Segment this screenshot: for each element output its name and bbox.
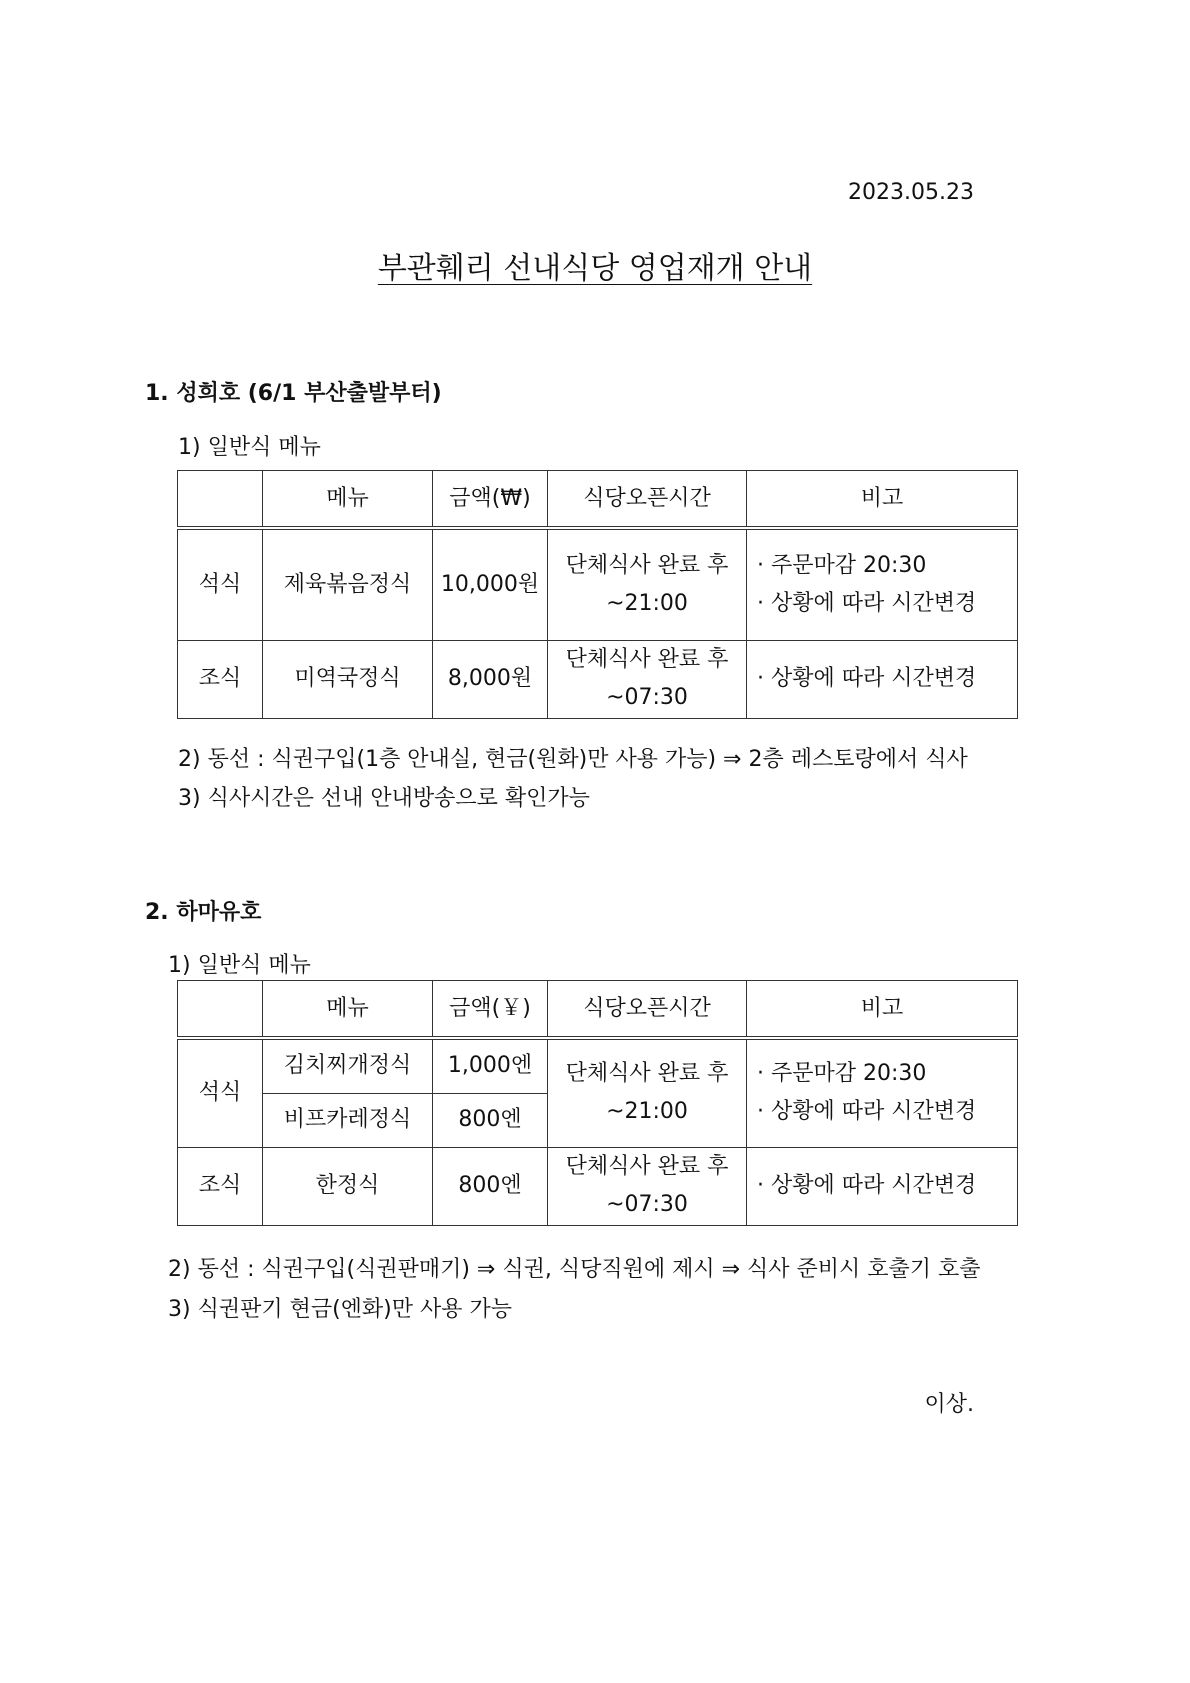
table-header-row: [178, 981, 1018, 1039]
note-cell: · 상황에 따라 시간변경: [747, 1147, 1018, 1225]
document-title: 부관훼리 선내식당 영업재개 안내: [377, 251, 813, 286]
section1-route-line: 2) 동선 : 식권구입(1층 안내실, 현금(원화)만 사용 가능) ⇒ 2층 레스토랑에서 식사: [178, 747, 968, 772]
time-cell: 단체식사 완료 후 ~07:30: [548, 1147, 747, 1225]
price-cell: 1,000엔: [433, 1038, 548, 1093]
menu-cell: 한정식: [263, 1147, 433, 1225]
header-cell: 메뉴: [263, 981, 433, 1039]
time-cell: 단체식사 완료 후 ~07:30: [548, 640, 747, 718]
table-header-row: [178, 471, 1018, 529]
table-row: [178, 1038, 1018, 1093]
section1-time-line: 3) 식사시간은 선내 안내방송으로 확인가능: [178, 786, 590, 811]
header-cell: 메뉴: [263, 471, 433, 529]
note-cell: · 상황에 따라 시간변경: [747, 640, 1018, 718]
header-cell: 금액(₩): [433, 471, 548, 529]
meal-cell: 조식: [178, 640, 263, 718]
section2-payment-line: 3) 식권판기 현금(엔화)만 사용 가능: [168, 1297, 512, 1322]
menu-cell: 비프카레정식: [263, 1093, 433, 1147]
table-row: [178, 1147, 1018, 1225]
note-cell: · 주문마감 20:30 · 상황에 따라 시간변경: [747, 1038, 1018, 1147]
section1-heading: 1. 성희호 (6/1 부산출발부터): [145, 381, 442, 406]
meal-cell: 석식: [178, 528, 263, 640]
section2-menu-heading: 1) 일반식 메뉴: [168, 953, 311, 978]
price-cell: 10,000원: [433, 528, 548, 640]
section2-heading: 2. 하마유호: [145, 900, 262, 925]
header-cell: 식당오픈시간: [548, 471, 747, 529]
table-row: [178, 528, 1018, 640]
time-cell: 단체식사 완료 후 ~21:00: [548, 528, 747, 640]
section2-menu-table: [177, 980, 1018, 1226]
price-cell: 800엔: [433, 1147, 548, 1225]
document-date: 2023.05.23: [848, 180, 974, 205]
price-cell: 8,000원: [433, 640, 548, 718]
time-cell: 단체식사 완료 후 ~21:00: [548, 1038, 747, 1147]
header-cell: 식당오픈시간: [548, 981, 747, 1039]
header-cell: 금액(￥): [433, 981, 548, 1039]
meal-cell: 조식: [178, 1147, 263, 1225]
menu-cell: 미역국정식: [263, 640, 433, 718]
price-cell: 800엔: [433, 1093, 548, 1147]
closing-text: 이상.: [924, 1392, 974, 1417]
menu-cell: 김치찌개정식: [263, 1038, 433, 1093]
section1-menu-heading: 1) 일반식 메뉴: [178, 435, 321, 460]
note-cell: · 주문마감 20:30 · 상황에 따라 시간변경: [747, 528, 1018, 640]
header-cell: 비고: [747, 471, 1018, 529]
table-row: [178, 640, 1018, 718]
section2-route-line: 2) 동선 : 식권구입(식권판매기) ⇒ 식권, 식당직원에 제시 ⇒ 식사 준비시 호출기 호출: [168, 1257, 981, 1282]
header-cell: [178, 471, 263, 529]
meal-cell: 석식: [178, 1038, 263, 1147]
header-cell: 비고: [747, 981, 1018, 1039]
menu-cell: 제육볶음정식: [263, 528, 433, 640]
section1-menu-table: [177, 470, 1018, 719]
header-cell: [178, 981, 263, 1039]
